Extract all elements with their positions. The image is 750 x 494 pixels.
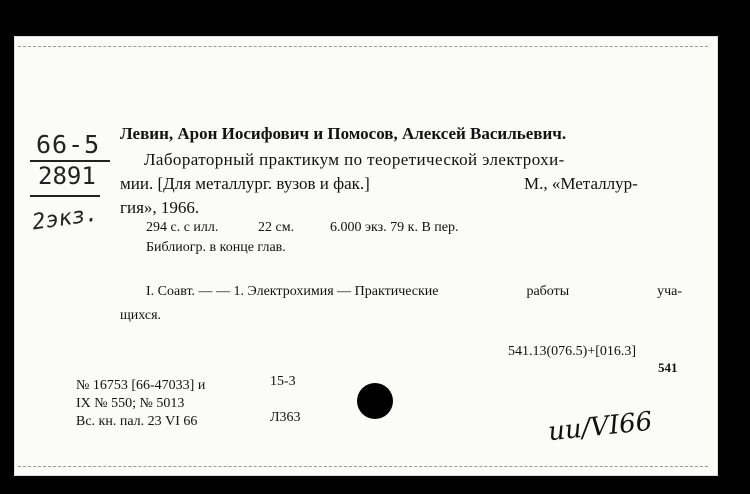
subjects-line-1 <box>146 284 682 300</box>
print-run-price: 6.000 экз. 79 к. В пер. <box>330 220 459 235</box>
top-divider <box>18 46 708 47</box>
bibliography-note: Библиогр. в конце глав. <box>146 240 286 255</box>
subjects-line-2: щихся. <box>120 308 162 323</box>
registration-line-1: № 16753 [66-47033] и <box>76 378 206 393</box>
title-line-2: мии. [Для металлург. вузов и фак.] <box>120 174 370 193</box>
udc-sub: 541 <box>658 360 678 375</box>
size: 22 см. <box>258 220 295 235</box>
registration-line-3b: Л363 <box>270 410 301 425</box>
subjects-line-1-b: работы <box>526 284 570 299</box>
handwritten-signature: ии/VI66 <box>546 406 654 448</box>
author-heading: Левин, Арон Иосифович и Помосов, Алексей Васильевич. <box>120 124 567 143</box>
shelf-mark-underline-2 <box>30 195 100 197</box>
pages: 294 с. с илл. <box>146 220 219 235</box>
subjects-line-1-c: уча- <box>657 284 682 299</box>
registration-line-2: IX № 550; № 5013 <box>76 396 185 411</box>
bottom-divider <box>18 466 708 467</box>
publisher-part-2: гия», 1966. <box>120 198 200 217</box>
publisher-part-1: М., «Металлур- <box>524 174 638 193</box>
udc-classification: 541.13(076.5)+[016.3] <box>508 344 637 359</box>
shelf-mark-line1: 66-5 <box>36 130 101 159</box>
registration-line-1b: 15-3 <box>270 374 296 389</box>
subjects-line-1-a: I. Соавт. — — 1. Электрохимия — Практические <box>146 284 439 299</box>
shelf-mark-line2: 2891 <box>38 162 96 190</box>
punch-hole <box>357 383 393 419</box>
registration-line-3: Вс. кн. пал. 23 VI 66 <box>76 414 198 429</box>
copies-note: 2экз. <box>30 201 100 236</box>
title-line-1: Лабораторный практикум по теоретической электрохи- <box>144 150 565 169</box>
